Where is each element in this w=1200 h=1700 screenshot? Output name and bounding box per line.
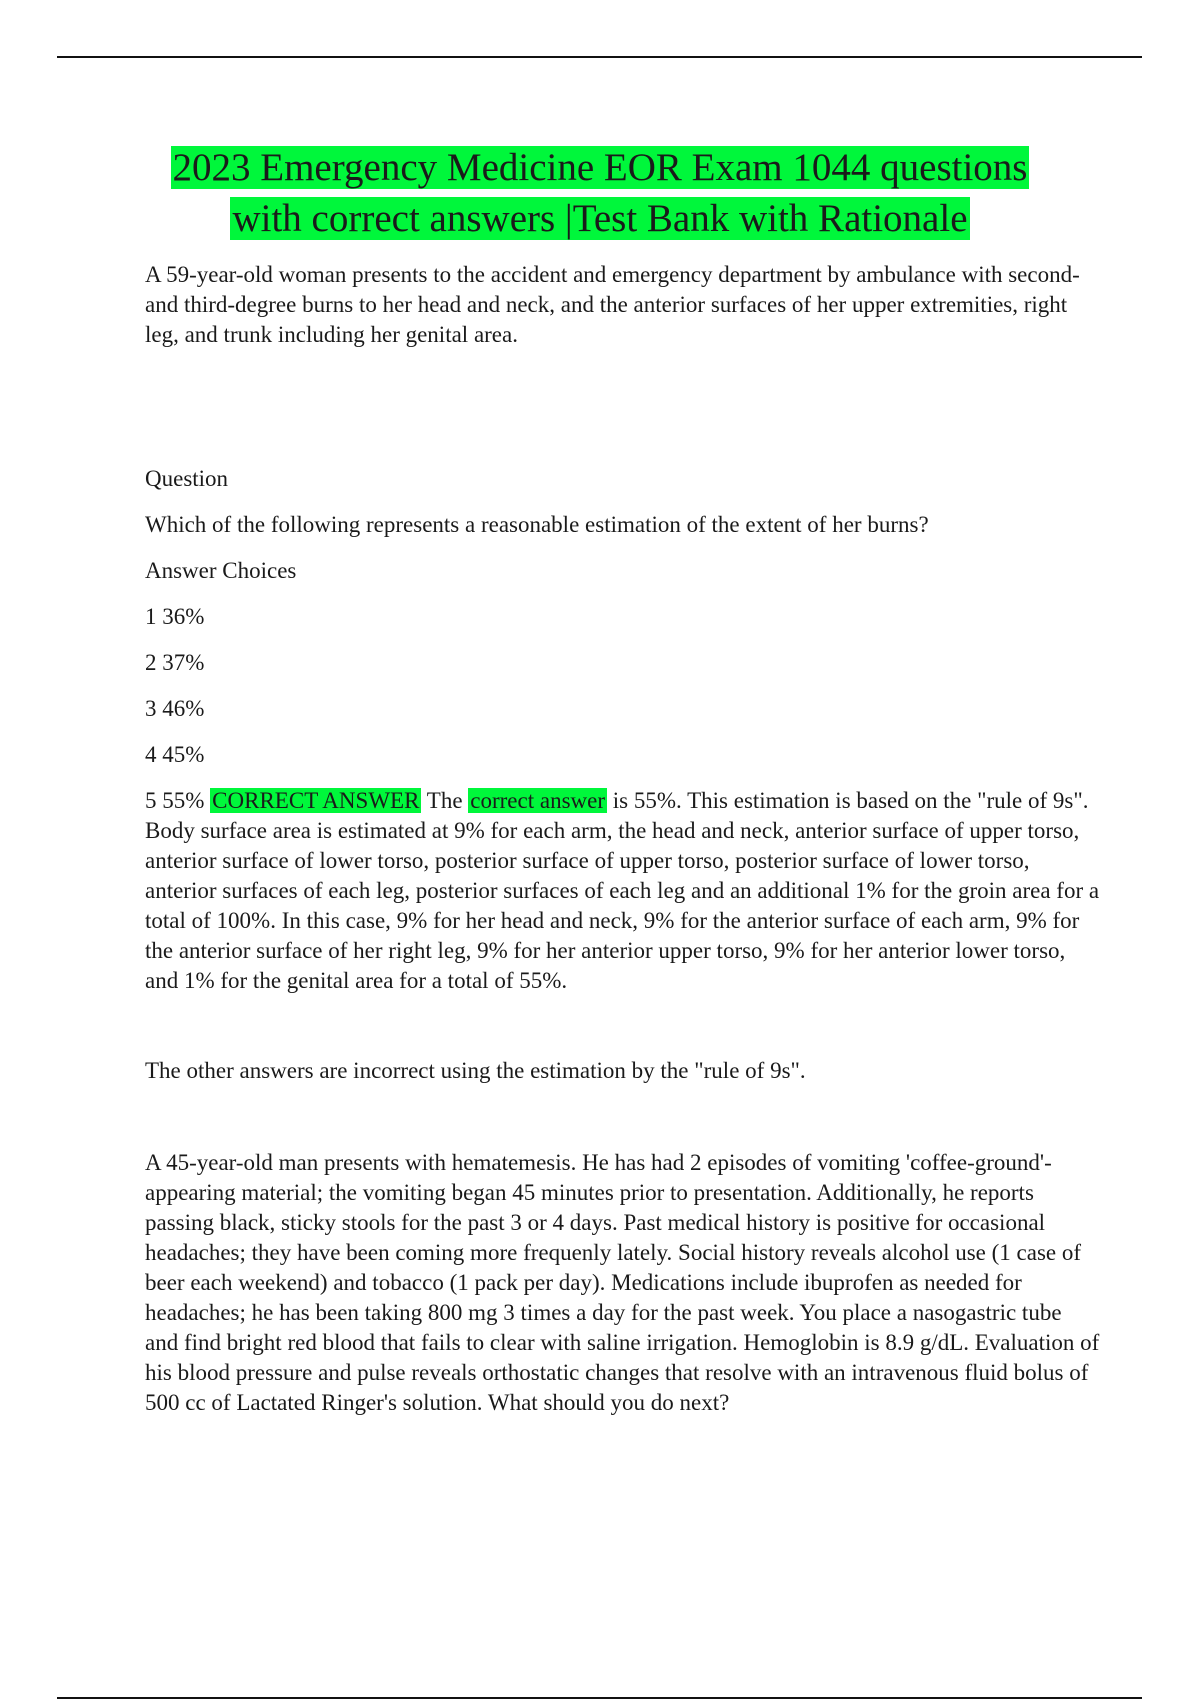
correct-answer-highlight: correct answer [470, 788, 606, 813]
question-label: Question [145, 466, 229, 491]
rationale-lead: The [426, 788, 463, 813]
answer-choice-3: 3 46% [145, 696, 205, 721]
case1-stem: A 59-year-old woman presents to the accident and emergency department by ambulance with second- and third-degree burns to her head and neck, and the anterior surfaces of her upper extremities, right leg, and trunk including her genital area. [145, 262, 1080, 347]
bottom-rule [57, 1697, 1142, 1699]
top-rule [57, 56, 1142, 58]
document-title [100, 142, 1100, 244]
title-line-2: with correct answers |Test Bank with Rationale [232, 197, 968, 240]
correct-answer-rationale [145, 786, 1100, 996]
case2-stem: A 45-year-old man presents with hematemesis. He has had 2 episodes of vomiting 'coffee-ground'-appearing material; the vomiting began 45 minutes prior to presentation. Additionally, he reports passing black, sticky stools for the past 3 or 4 days. Past medical history is positive for occasional headaches; they have been coming more frequenly lately. Social history reveals alcohol use (1 case of beer each weekend) and tobacco (1 pack per day). Medications include ibuprofen as needed for headaches; he has been taking 800 mg 3 times a day for the past week. You place a nasogastric tube and find bright red blood that fails to clear with saline irrigation. Hemoglobin is 8.9 g/dL. Evaluation of his blood pressure and pulse reveals orthostatic changes that resolve with an intravenous fluid bolus of 500 cc of Lactated Ringer's solution. What should you do next? [145, 1150, 1100, 1415]
answer-choice-1: 1 36% [145, 604, 205, 629]
document-body [145, 260, 1100, 1418]
rationale-text: is 55%. This estimation is based on the "rule of 9s". Body surface area is estimated at 9% for each arm, the head and neck, anterior surface of upper torso, anterior surface of lower torso, posterior surface of upper torso, posterior surface of lower torso, anterior surfaces of each leg, posterior surfaces of each leg and an additional 1% for the groin area for a total of 100%. In this case, 9% for her head and neck, 9% for the anterior surface of each arm, 9% for the anterior surface of her right leg, 9% for her anterior upper torso, 9% for her anterior lower torso, and 1% for the genital area for a total of 55%. [145, 788, 1100, 993]
title-line-1: 2023 Emergency Medicine EOR Exam 1044 questions [172, 146, 1028, 189]
other-answers-note: The other answers are incorrect using the estimation by the "rule of 9s". [145, 1058, 806, 1083]
answer-choices-label: Answer Choices [145, 558, 297, 583]
question-text: Which of the following represents a reasonable estimation of the extent of her burns? [145, 512, 929, 537]
answer-choice-5: 5 55% [145, 788, 205, 813]
correct-answer-marker: CORRECT ANSWER [212, 788, 420, 813]
answer-choice-4: 4 45% [145, 742, 205, 767]
answer-choice-2: 2 37% [145, 650, 205, 675]
